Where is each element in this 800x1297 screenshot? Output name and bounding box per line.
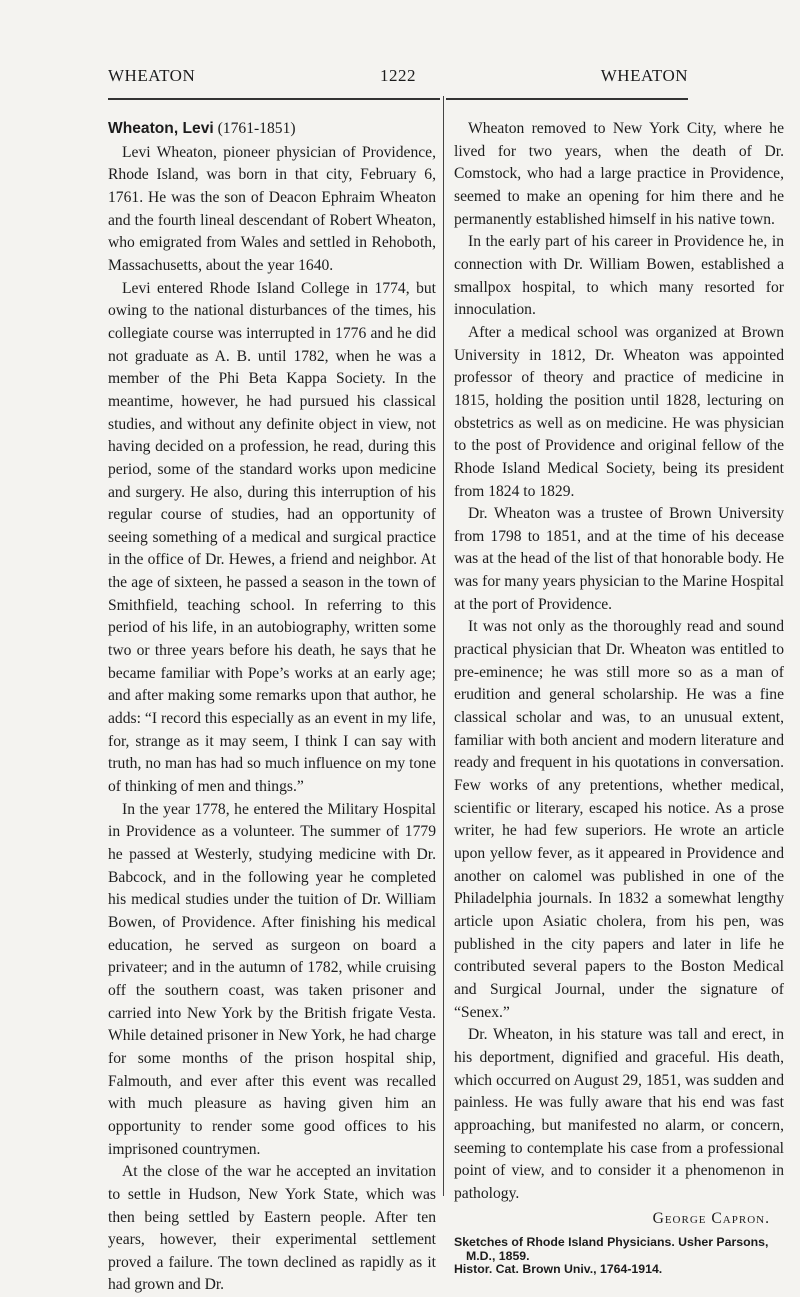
header-rule-right	[446, 98, 688, 100]
reference-item: Sketches of Rhode Island Physicians. Usher Parsons, M.D., 1859.	[454, 1235, 769, 1263]
paragraph: It was not only as the thoroughly read and sound practical physician that Dr. Wheaton was entitled to pre-eminence; he was still more so as a man of erudition and general scholarship. He was a fine classical scholar and was, to an unusual extent, familiar with both ancient and modern literature and ready and frequent in his quotations in conversation. Few works of any pretentions, whether medical, scientific or literary, escaped his notice. As a prose writer, he had few superiors. He wrote an article upon yellow fever, as it appeared in Providence and another on calomel was published in one of the Philadelphia journals. In 1832 a somewhat lengthy article upon Asiatic cholera, from his pen, was published in the city papers and later in life he contributed several papers to the Boston Medical and Surgical Journal, under the signature of “Senex.”	[454, 618, 784, 1021]
author-signature: George Capron.	[652, 1209, 770, 1227]
header-left: WHEATON	[108, 66, 196, 85]
paragraph: Wheaton removed to New York City, where he lived for two years, when the death of Dr. Comstock, who had a large practice in Providence, seemed to make an opening for him there and he permanently established himself in his native town.	[454, 120, 784, 228]
paragraph: Dr. Wheaton was a trustee of Brown University from 1798 to 1851, and at the time of his decease was at the head of the list of that honorable body. He was for many years physician to the Marine Hospital at the port of Providence.	[454, 505, 784, 613]
page-number: 1222	[380, 66, 416, 85]
left-column	[108, 118, 436, 1297]
paragraph: After a medical school was organized at Brown University in 1812, Dr. Wheaton was appointed professor of theory and practice of medicine in 1815, holding the position until 1828, lecturing on obstetrics as well as on medicine. He was physician to the post of Providence and original fellow of the Rhode Island Medical Society, being its president from 1824 to 1829.	[454, 323, 784, 500]
paragraph: In the year 1778, he entered the Military Hospital in Providence as a volunteer. The summer of 1779 he passed at Westerly, studying medicine with Dr. Babcock, and in the following year he completed his medical studies under the tuition of Dr. William Bowen, of Providence. After finishing his medical education, he served as surgeon on board a privateer; and in the autumn of 1782, while cruising off the southern coast, was taken prisoner and carried into New York by the British frigate Vesta. While detained prisoner in New York, he had charge for some months of the prison hospital ship, Falmouth, and ever after this event was recalled with much pleasure as having given him an opportunity to render some good offices to his imprisoned countrymen.	[108, 800, 436, 1158]
entry-title	[108, 118, 436, 141]
running-header	[108, 66, 688, 90]
right-column	[454, 118, 784, 1277]
reference-item: Histor. Cat. Brown Univ., 1764-1914.	[454, 1262, 663, 1277]
paragraph: Levi Wheaton, pioneer physician of Providence, Rhode Island, was born in that city, February 6, 1761. He was the son of Deacon Ephraim Wheaton and the fourth lineal descendant of Robert Wheaton, who emigrated from Wales and settled in Rehoboth, Massachusetts, about the year 1640.	[108, 143, 436, 274]
entry-name: Wheaton, Levi	[108, 120, 214, 137]
paragraph: At the close of the war he accepted an invitation to settle in Hudson, New York State, which was then being settled by Eastern people. After ten years, however, their experimental settlement proved a failure. The town declined as rapidly as it had grown and Dr.	[108, 1163, 436, 1294]
column-divider	[443, 96, 444, 1196]
paragraph: In the early part of his career in Providence he, in connection with Dr. William Bowen, established a smallpox hospital, to which many resorted for innoculation.	[454, 233, 784, 319]
paragraph: Levi entered Rhode Island College in 1774, but owing to the national disturbances of the times, his collegiate course was interrupted in 1776 and he did not graduate as A. B. until 1782, when he was a member of the Phi Beta Kappa Society. In the meantime, however, he had pursued his classical studies, and without any definite object in view, not having decided on a profession, he read, during this period, some of the standard works upon medicine and surgery. He also, during this interruption of his regular course of studies, had an opportunity of seeing something of a medical and surgical practice in the office of Dr. Hewes, a friend and neighbor. At the age of sixteen, he passed a season in the town of Smithfield, teaching school. In referring to this period of his life, in an autobiography, written some two or three years before his death, he says that he became familiar with Pope’s works at an early age; and after making some remarks upon that author, he adds: “I record this especially as an event in my life, for, strange as it may seem, I think I can say with truth, no man has had so much influence on my tone of thinking of men and things.”	[108, 279, 436, 796]
references	[454, 1236, 784, 1277]
header-right: WHEATON	[600, 66, 688, 85]
header-rule-left	[108, 98, 440, 100]
entry-dates: (1761-1851)	[217, 120, 296, 137]
paragraph: Dr. Wheaton, in his stature was tall and erect, in his deportment, dignified and graceful. His death, which occurred on August 29, 1851, was sudden and painless. He was fully aware that his end was fast approaching, but manifested no alarm, or concern, seeming to contemplate his case from a professional point of view, and to consider it a phenomenon in pathology.	[454, 1026, 784, 1202]
